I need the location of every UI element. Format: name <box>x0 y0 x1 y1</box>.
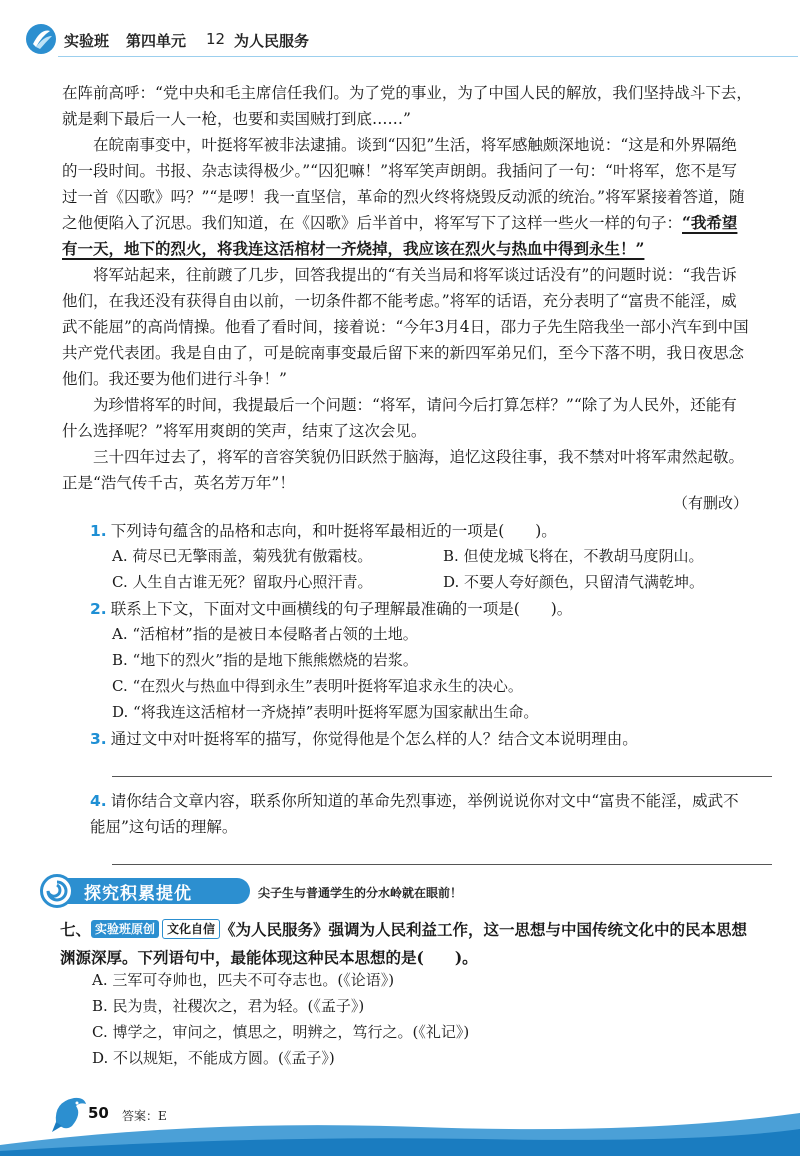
question-4 <box>90 788 746 840</box>
page-header <box>0 0 800 70</box>
question-2 <box>90 596 750 622</box>
q1-option-a[interactable]: A. 荷尽已无擎雨盖，菊残犹有傲霜枝。 <box>112 547 373 565</box>
s7-option-a[interactable]: A. 三军可夺帅也，匹夫不可夺志也。(《论语》) <box>92 971 395 989</box>
underlined-sentence: “我希望有一天，地下的烈火，将我连这活棺材一齐烧掉，我应该在烈火与热血中得到永生！” <box>62 213 738 258</box>
s7-option-b[interactable]: B. 民为贵，社稷次之，君为轻。(《孟子》) <box>92 997 365 1015</box>
section-7-question <box>60 916 754 972</box>
passage-paragraph-1: 在阵前高呼：“党中央和毛主席信任我们。为了党的事业，为了中国人民的解放，我们坚持战斗下去，就是剩下最后一人一枪，也要和卖国贼打到底……” <box>62 84 752 128</box>
s7-option-d[interactable]: D. 不以规矩，不能成方圆。(《孟子》) <box>92 1049 335 1067</box>
passage-paragraph-2-text: 在皖南事变中，叶挺将军被非法逮捕。谈到“囚犯”生活，将军感触颇深地说：“这是和外界隔绝的一段时间。书报、杂志读得极少。”“囚犯嘛！”将军笑声朗朗。我插问了一句：“叶将军，您不是写过一首《囚歌》吗？”“是啰！我一直坚信，革命的烈火终将烧毁反动派的统治。”将军紧接着答道，随之他便陷入了沉思。我们知道，在《囚歌》后半首中，将军写下了这样一些火一样的句子： <box>62 136 745 232</box>
section-7-text: 《为人民服务》强调为人民利益工作，这一思想与中国传统文化中的民本思想渊源深厚。下列语句中，最能体现这种民本思想的是( )。 <box>60 920 748 967</box>
passage-paragraph-5: 三十四年过去了，将军的音容笑貌仍旧跃然于脑海，追忆这段往事，我不禁对叶将军肃然起敬。正是“浩气传千古，英名芳万年”！ <box>62 448 745 492</box>
q2-option-b[interactable]: B. “地下的烈火”指的是地下熊熊燃烧的岩浆。 <box>112 651 418 669</box>
passage-paragraph-3: 将军站起来，往前踱了几步，回答我提出的“有关当局和将军谈过话没有”的问题时说：“我告诉他们，在我还没有获得自由以前，一切条件都不能考虑。”将军的话语，充分表明了“富贵不能淫，威武不能屈”的高尚情操。他看了看时间，接着说：“今年3月4日，邵力子先生陪我坐一部小汽车到中国共产党代表团。我是自由了，可是皖南事变最后留下来的新四军弟兄们，至今下落不明，我日夜思念他们。我还要为他们进行斗争！” <box>62 266 749 388</box>
q2-option-c[interactable]: C. “在烈火与热血中得到永生”表明叶挺将军追求永生的决心。 <box>112 677 523 695</box>
question-2-text: 联系上下文，下面对文中画横线的句子理解最准确的一项是( )。 <box>110 600 573 618</box>
q1-option-d[interactable]: D. 不要人夸好颜色，只留清气满乾坤。 <box>443 573 705 591</box>
answer-key: 答案：E <box>122 1109 167 1123</box>
q2-option-a[interactable]: A. “活棺材”指的是被日本侵略者占领的土地。 <box>112 625 418 643</box>
banner-subtitle: 尖子生与普通学生的分水岭就在眼前！ <box>258 886 463 900</box>
question-4-text: 请你结合文章内容，联系你所知道的革命先烈事迹，举例说说你对文中“富贵不能淫，威武不能屈”这句话的理解。 <box>90 792 739 836</box>
lesson-title: 为人民服务 <box>234 32 310 50</box>
abridged-note: （有删改） <box>672 494 748 512</box>
question-1-text: 下列诗句蕴含的品格和志向，和叶挺将军最相近的一项是( )。 <box>110 522 557 540</box>
question-1 <box>90 518 750 544</box>
footer-wave <box>0 1105 800 1156</box>
swirl-icon <box>40 874 74 908</box>
question-4-number: 4. <box>90 792 107 810</box>
question-3-number: 3. <box>90 730 107 748</box>
lesson-number: 12 <box>206 30 226 48</box>
question-3-text: 通过文中对叶挺将军的描写，你觉得他是个怎么样的人？结合文本说明理由。 <box>110 730 638 748</box>
q4-answer-line[interactable] <box>112 864 772 865</box>
unit-label: 第四单元 <box>126 32 187 50</box>
q3-answer-line[interactable] <box>112 776 772 777</box>
question-2-number: 2. <box>90 600 107 618</box>
banner-title: 探究积累提优 <box>84 884 192 904</box>
original-tag: 实验班原创 <box>91 920 159 938</box>
passage-paragraph-4: 为珍惜将军的时间，我提最后一个问题：“将军，请问今后打算怎样？”“除了为人民外，还能有什么选择呢？”将军用爽朗的笑声，结束了这次会见。 <box>62 396 737 440</box>
passage-paragraph-2 <box>62 132 752 262</box>
question-3 <box>90 726 750 752</box>
section-7-number: 七、 <box>60 920 92 939</box>
header-rule <box>58 56 798 57</box>
culture-tag: 文化自信 <box>162 919 220 939</box>
page-number: 50 <box>88 1104 109 1122</box>
series-label: 实验班 <box>64 32 110 50</box>
q2-option-d[interactable]: D. “将我连这活棺材一齐烧掉”表明叶挺将军愿为国家献出生命。 <box>112 703 539 721</box>
q1-option-b[interactable]: B. 但使龙城飞将在，不教胡马度阴山。 <box>443 547 704 565</box>
question-1-number: 1. <box>90 522 107 540</box>
dolphin-icon <box>50 1092 90 1136</box>
section-banner <box>40 876 780 906</box>
s7-option-c[interactable]: C. 博学之，审问之，慎思之，明辨之，笃行之。(《礼记》) <box>92 1023 470 1041</box>
book-logo-icon <box>24 22 58 56</box>
q1-option-c[interactable]: C. 人生自古谁无死？留取丹心照汗青。 <box>112 573 373 591</box>
